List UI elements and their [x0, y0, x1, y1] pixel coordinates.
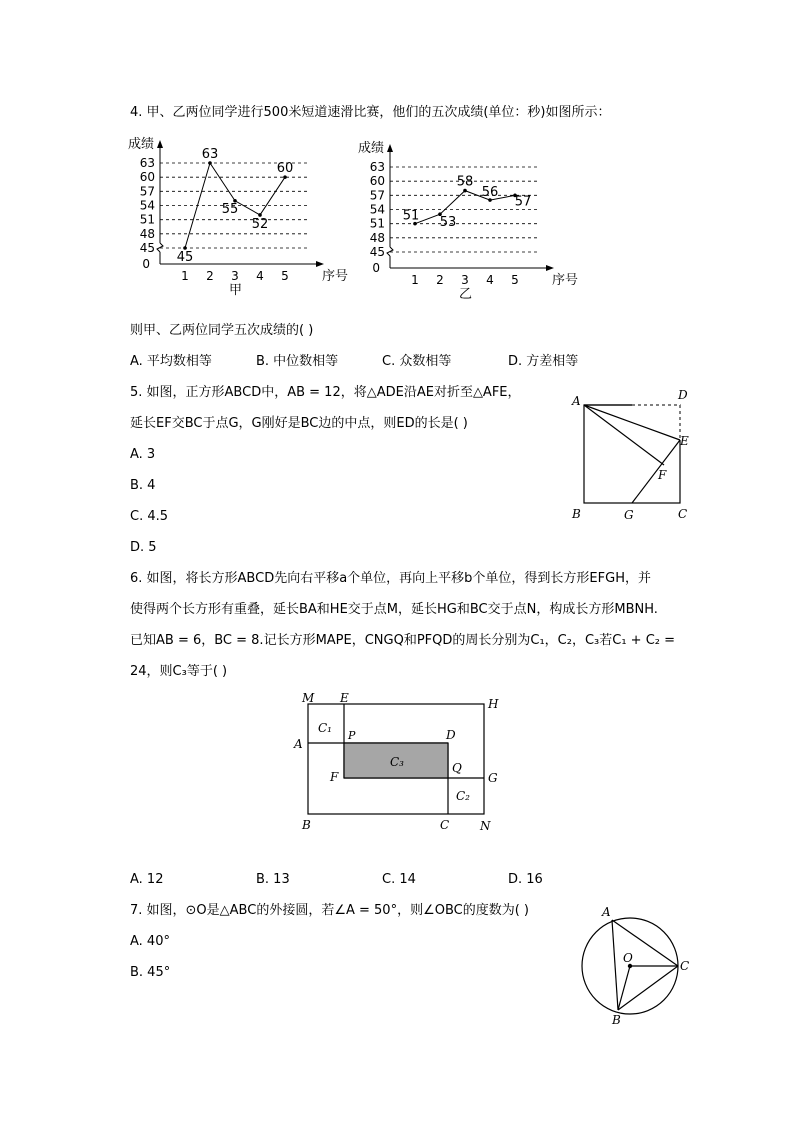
y-tick-label: 48	[139, 226, 155, 241]
q6-option-c: C. 14	[382, 872, 416, 887]
y-axis-arrow	[157, 140, 163, 148]
q4-option-b: B. 中位数相等	[256, 354, 339, 369]
q6-label-c3: C₃	[390, 755, 404, 769]
y-tick-label: 0	[372, 261, 380, 275]
y-tick-label: 54	[369, 202, 385, 217]
q6-stem-line1: 6. 如图，将长方形ABCD先向右平移a个单位，再向上平移b个单位，得到长方形EFGH，并	[130, 571, 651, 586]
x-axis-arrow	[546, 265, 554, 271]
q6-label-c2: C₂	[456, 789, 470, 803]
q6-label-g: G	[488, 771, 498, 785]
q6-label-c1: C₁	[318, 721, 332, 735]
y-tick-label: 45	[139, 241, 155, 255]
q5-label-d: D	[678, 388, 688, 402]
x-tick-label: 4	[256, 269, 264, 283]
q4-option-d: D. 方差相等	[508, 354, 579, 369]
q6-label-d: D	[446, 728, 456, 742]
data-label: 63	[201, 147, 219, 162]
q4-question: 则甲、乙两位同学五次成绩的( )	[130, 323, 314, 338]
q6-label-q: Q	[452, 761, 462, 775]
y-tick-label: 51	[139, 212, 155, 227]
q6-label-f: F	[330, 770, 339, 784]
y-tick-label: 48	[369, 230, 385, 245]
q7-figure-circle	[570, 904, 700, 1027]
chart-yi	[350, 138, 580, 302]
q6-label-p: P	[348, 729, 356, 742]
data-label: 55	[221, 201, 239, 217]
q6-label-c: C	[440, 818, 450, 832]
x-tick-label: 1	[181, 269, 189, 283]
q6-label-e: E	[340, 691, 349, 705]
data-label: 52	[251, 216, 269, 232]
q6-label-h: H	[488, 697, 499, 711]
q6-stem-line4: 24，则C₃等于( )	[130, 664, 228, 679]
q5-option-b: B. 4	[130, 478, 156, 493]
q5-option-a: A. 3	[130, 447, 156, 462]
q5-option-d: D. 5	[130, 540, 157, 555]
y-tick-label: 0	[142, 257, 150, 271]
q6-option-d: D. 16	[508, 872, 543, 887]
data-label: 57	[514, 194, 532, 210]
q6-option-a: A. 12	[130, 872, 164, 887]
q6-option-b: B. 13	[256, 872, 290, 887]
y-axis-break	[157, 243, 163, 252]
x-tick-label: 2	[436, 273, 444, 287]
q5-label-e: E	[680, 434, 689, 448]
q7-label-a: A	[602, 905, 611, 919]
chart-title: 甲	[229, 283, 243, 298]
y-tick-label: 45	[369, 245, 385, 259]
x-tick-label: 4	[486, 273, 494, 287]
q6-label-n: N	[480, 819, 491, 833]
x-tick-label: 3	[231, 269, 239, 283]
q7-label-o: O	[623, 951, 633, 965]
q7-label-c: C	[680, 959, 690, 973]
x-axis-label: 序号	[322, 269, 349, 284]
data-label: 53	[439, 215, 457, 231]
x-tick-label: 1	[411, 273, 419, 287]
q6-label-a: A	[294, 737, 303, 751]
x-axis-arrow	[316, 261, 324, 267]
data-label: 51	[402, 208, 420, 224]
q6-figure-rectangles	[292, 688, 512, 838]
data-label: 58	[456, 174, 474, 190]
data-label: 56	[481, 185, 499, 201]
q7-option-b: B. 45°	[130, 965, 171, 980]
y-tick-label: 57	[369, 188, 385, 203]
q5-label-f: F	[658, 468, 667, 482]
data-label: 45	[176, 250, 194, 265]
q5-stem-line2: 延长EF交BC于点G，G刚好是BC边的中点，则ED的长是( )	[130, 416, 468, 431]
y-axis-label: 成绩	[358, 141, 385, 156]
q5-label-a: A	[572, 394, 581, 408]
q5-stem-line1: 5. 如图，正方形ABCD中，AB = 12，将△ADE沿AE对折至△AFE，	[130, 385, 521, 400]
y-tick-label: 63	[139, 156, 155, 170]
y-tick-label: 60	[139, 170, 155, 185]
q4-stem: 4. 甲、乙两位同学进行500米短道速滑比赛，他们的五次成绩(单位：秒)如图所示：	[130, 105, 611, 120]
y-axis-arrow	[387, 144, 393, 152]
y-axis-label: 成绩	[128, 137, 155, 152]
q6-label-b: B	[302, 818, 311, 832]
q6-label-m: M	[302, 691, 315, 705]
x-axis-label: 序号	[552, 273, 579, 288]
x-tick-label: 5	[511, 273, 519, 287]
y-axis-break	[387, 247, 393, 256]
q4-option-a: A. 平均数相等	[130, 354, 212, 369]
q4-option-c: C. 众数相等	[382, 354, 452, 369]
x-tick-label: 3	[461, 273, 469, 287]
y-tick-label: 51	[369, 216, 385, 231]
y-tick-label: 63	[369, 160, 385, 174]
q5-label-c: C	[678, 507, 688, 521]
q6-stem-line3: 已知AB = 6，BC = 8.记长方形MAPE，CNGQ和PFQD的周长分别为C₁，C₂，C₃若C₁ + C₂ =	[130, 633, 676, 648]
y-tick-label: 60	[369, 174, 385, 189]
chart-title: 乙	[459, 287, 473, 302]
q5-label-b: B	[572, 507, 581, 521]
x-tick-label: 5	[281, 269, 289, 283]
data-label: 60	[276, 161, 294, 177]
q6-stem-line2: 使得两个长方形有重叠，延长BA和HE交于点M，延长HG和BC交于点N，构成长方形MBNH.	[130, 602, 658, 617]
q5-figure-square	[566, 385, 706, 525]
chart-jia	[120, 134, 350, 298]
q5-option-c: C. 4.5	[130, 509, 169, 524]
q7-stem: 7. 如图，⊙O是△ABC的外接圆，若∠A = 50°，则∠OBC的度数为( )	[130, 903, 529, 918]
q7-option-a: A. 40°	[130, 934, 170, 949]
x-tick-label: 2	[206, 269, 214, 283]
y-tick-label: 54	[139, 198, 155, 213]
q7-label-b: B	[612, 1013, 621, 1027]
y-tick-label: 57	[139, 184, 155, 199]
q5-label-g: G	[624, 508, 634, 522]
